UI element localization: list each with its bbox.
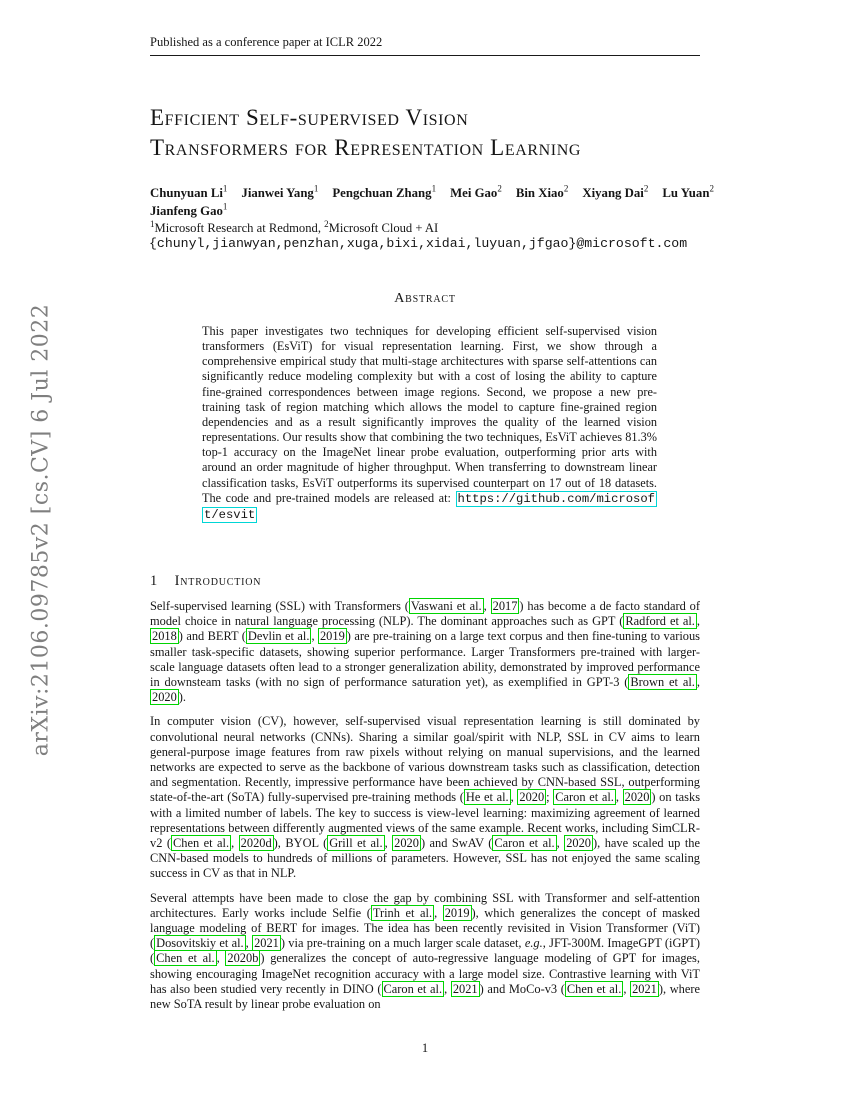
citation-link[interactable]: 2021 <box>452 981 478 996</box>
citation-link[interactable]: Grill et al. <box>329 836 383 851</box>
paper-title <box>150 103 710 163</box>
author-affiliation-superscript: 1 <box>222 183 228 194</box>
citation-link[interactable]: 2020 <box>624 790 650 805</box>
citation-link[interactable]: 2021 <box>632 981 657 996</box>
citation-link[interactable]: Chen et al. <box>156 951 215 966</box>
citation-link[interactable]: Caron et al. <box>383 981 443 996</box>
author-affiliation-superscript: 2 <box>709 183 714 194</box>
intro-paragraph: In computer vision (CV), however, self-supervised visual representation learning is still dominated by convolutional neural networks (CNNs). Sharing a similar goal/spirit with NLP, SSL in CV aims to learn general-purpose image features from raw pixels without relying on manual supervisions, and the learned networks are expected to serve as the backbone of various downstream tasks such as classification, detection and segmentation. Recently, impressive performance have been achieved by CNN-based SSL, outperforming state-of-the-art (SoTA) fully-supervised pre-training methods ( He et al. , 2020 ; Caron et al. , 2020 ) on tasks with a limited number of labels. The key to success is view-level learning: maximizing agreement of learned representations between differently augmented views of the same example. Recent works, including SimCLR-v2 ( Chen et al. , 2020d ), BYOL ( Grill et al. , 2020 ) and SwAV ( Caron et al. , 2020 ), have scaled up the CNN-based models to hundreds of millions of parameters. However, SSL has not enjoyed the same scaling success in CV as that in NLP. <box>150 714 701 881</box>
citation-link[interactable]: 2018 <box>152 629 177 644</box>
superscript: 2 <box>324 218 329 229</box>
page-number: 1 <box>421 1041 429 1055</box>
citation-link[interactable]: Trinh et al. <box>372 905 433 920</box>
affiliation-line: $^1$Microsoft Research at Redmond, $^2$Microsoft Cloud + AI <box>150 218 439 235</box>
section-title: Introduction <box>174 573 262 589</box>
superscript: 1 <box>150 218 155 229</box>
url-link[interactable]: https://github.com/microsoft/esvit <box>204 491 655 522</box>
citation-link[interactable]: 2020 <box>394 836 419 851</box>
citation-link[interactable]: Caron et al. <box>555 790 614 805</box>
author-name: Chunyuan Li$^1$ <box>150 183 228 200</box>
author-affiliation-superscript: 1 <box>313 183 319 194</box>
author-affiliation-superscript: 2 <box>643 183 649 194</box>
intro-paragraph: Self-supervised learning (SSL) with Transformers ( Vaswani et al. , 2017 ) has become a de facto standard of model choice in natural language processing (NLP). The dominant approaches such as GPT ( Radford et al. , 2018 ) and BERT ( Devlin et al. , 2019 ) are pre-training on a large text corpus and then fine-tuning to various smaller task-specific datasets, showing superior performance. Larger Transformers pre-trained with larger-scale language datasets often lead to a stronger generalization ability, demonstrated by improved performance in downsteam tasks (with no sign of performance saturation yet), as exemplified in GPT-3 ( Brown et al. , 2020 ). <box>150 599 701 705</box>
italic-text: e.g. <box>524 936 543 951</box>
abstract-heading: Abstract <box>394 291 456 306</box>
citation-link[interactable]: 2019 <box>319 629 345 644</box>
citation-link[interactable]: He et al. <box>465 790 509 805</box>
citation-link[interactable]: Devlin et al. <box>247 629 310 644</box>
section-heading <box>150 573 261 590</box>
citation-link[interactable]: 2020 <box>519 790 545 805</box>
citation-link[interactable]: Vaswani et al. <box>410 599 482 613</box>
citation-link[interactable]: 2021 <box>254 936 279 951</box>
citation-link[interactable]: Brown et al. <box>630 675 695 690</box>
citation-link[interactable]: 2017 <box>492 599 518 613</box>
citation-link[interactable]: Chen et al. <box>173 836 230 851</box>
author-name: Pengchuan Zhang$^1$ <box>332 183 437 200</box>
citation-link[interactable]: 2020d <box>240 836 272 851</box>
author-affiliation-superscript: 1 <box>222 201 228 212</box>
citation-link[interactable]: Caron et al. <box>494 836 555 851</box>
author-name: Jianwei Yang$^1$ <box>241 183 319 200</box>
author-name: Xiyang Dai$^2$ <box>582 183 649 200</box>
citation-link[interactable]: Chen et al. <box>566 981 622 996</box>
header-rule <box>150 55 700 56</box>
author-affiliation-superscript: 2 <box>497 183 502 194</box>
citation-link[interactable]: Dosovitskiy et al. <box>156 936 244 951</box>
paper-title-line2: Transformers for Representation Learning <box>150 135 582 160</box>
arxiv-watermark: arXiv:2106.09785v2 [cs.CV] 6 Jul 2022 <box>28 303 54 757</box>
intro-paragraph: Several attempts have been made to close the gap by combining SSL with Transformer and self-attention architectures. Early works include Selfie ( Trinh et al. , 2019 ), which generalizes the concept of masked language modeling of BERT for images. The idea has been recently revisited in Vision Transformer (ViT) ( Dosovitskiy et al. , 2021 ) via pre-training on a much larger scale dataset, e.g., JFT-300M. ImageGPT (iGPT) ( Chen et al. , 2020b ) generalizes the concept of auto-regressive language modeling of GPT for images, showing encouraging ImageNet recognition accuracy with a large model size. Contrastive learning with ViT has also been studied very recently in DINO ( Caron et al. , 2021 ) and MoCo-v3 ( Chen et al. , 2021 ), where new SoTA result by linear probe evaluation on <box>150 890 700 1012</box>
citation-link[interactable]: 2019 <box>444 905 470 920</box>
author-affiliation-superscript: 2 <box>563 183 569 194</box>
author-affiliation-superscript: 1 <box>431 183 437 194</box>
paper-title-line1: Efficient Self-supervised Vision <box>150 105 469 130</box>
header-text: Published as a conference paper at ICLR 2022 <box>150 35 383 49</box>
citation-link[interactable]: 2020 <box>152 690 177 705</box>
citation-link[interactable]: 2020 <box>566 836 591 851</box>
author-name: Bin Xiao$^2$ <box>515 183 569 200</box>
author-name: Lu Yuan$^2$ <box>662 183 714 200</box>
citation-link[interactable]: 2020b <box>227 951 259 966</box>
author-name: Jianfeng Gao$^1$ <box>150 201 228 218</box>
email-line: {chunyl,jianwyan,penzhan,xuga,bixi,xidai,luyuan,jfgao}@microsoft.com <box>149 236 688 251</box>
introduction-body <box>150 599 700 1021</box>
abstract-paragraph: This paper investigates two techniques for developing efficient self-supervised vision transformers (EsViT) for visual representation learning. First, we show through a comprehensive empirical study that multi-stage architectures with sparse self-attentions can significantly reduce modeling complexity but with a cost of losing the ability to capture fine-grained correspondences between image regions. Second, we propose a new pre-training task of region matching which allows the model to capture fine-grained region dependencies and as a result significantly improves the quality of the learned vision representations. Our results show that combining the two techniques, EsViT achieves 81.3% top-1 accuracy on the ImageNet linear probe evaluation, outperforming prior arts with around an order magnitude of higher throughput. When transferring to downstream linear classification tasks, EsViT outperforms its supervised counterpart on 17 out of 18 datasets. The code and pre-trained models are released at: https://github.com/microsoft/esvit <box>202 324 657 522</box>
author-name: Mei Gao$^2$ <box>450 183 502 200</box>
section-number: 1 <box>150 573 158 589</box>
author-list <box>150 185 718 220</box>
citation-link[interactable]: Radford et al. <box>625 614 695 629</box>
